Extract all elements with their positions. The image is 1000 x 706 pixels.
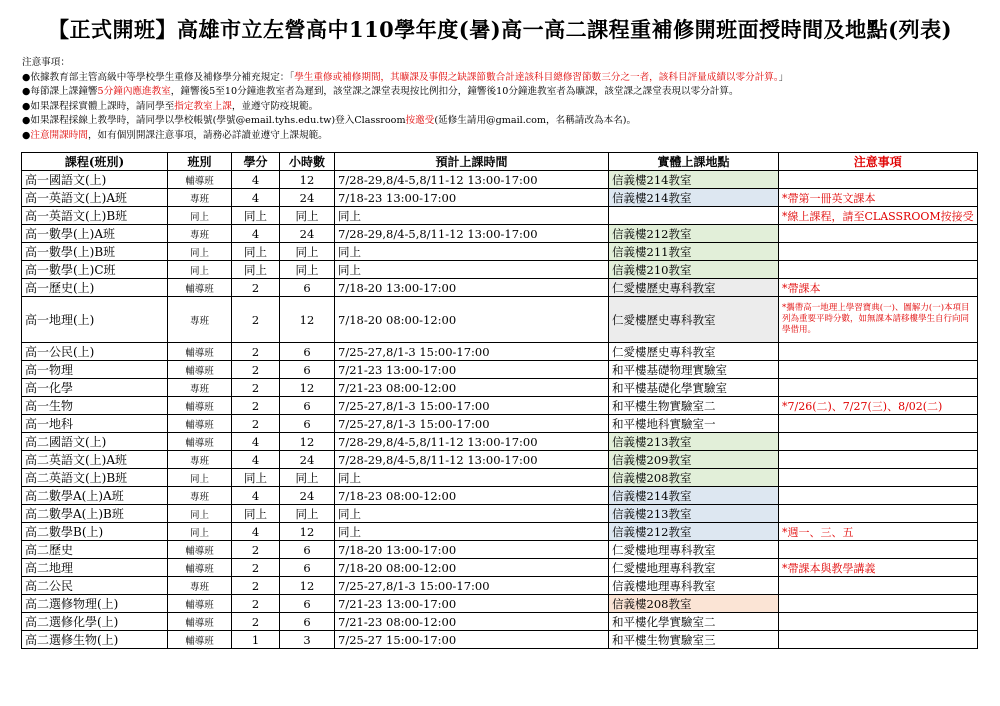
time-cell: 7/28-29,8/4-5,8/11-12 13:00-17:00 <box>335 171 609 189</box>
notes-cell <box>779 541 978 559</box>
class-type-cell: 輔導班 <box>168 415 232 433</box>
course-cell: 高二選修生物(上) <box>22 631 168 649</box>
location-cell: 和平樓基礎化學實驗室 <box>609 379 779 397</box>
table-row <box>22 505 978 523</box>
time-cell: 7/25-27,8/1-3 15:00-17:00 <box>335 397 609 415</box>
class-type-cell: 同上 <box>168 523 232 541</box>
note-text: ●如果課程採線上教學時，請同學以學校帳號(學號@email.tyhs.edu.tw)登入Classroom <box>22 115 406 127</box>
class-type-cell: 輔導班 <box>168 559 232 577</box>
notes-cell <box>779 613 978 631</box>
credit-cell: 4 <box>232 225 280 243</box>
table-row <box>22 243 978 261</box>
course-cell: 高一地科 <box>22 415 168 433</box>
time-cell: 同上 <box>335 207 609 225</box>
course-cell: 高一地理(上) <box>22 297 168 343</box>
table-row <box>22 225 978 243</box>
notes-cell: *攜帶高一地理上學習寶典(一)、圖解力(一)本項目列為重要平時分數，如無課本請移樓學生自行向同學借用。 <box>779 297 978 343</box>
hours-cell: 6 <box>280 541 335 559</box>
table-row <box>22 613 978 631</box>
note-text: ，並遵守防疫規範。 <box>231 100 319 112</box>
location-cell: 信義樓209教室 <box>609 451 779 469</box>
notes-cell <box>779 469 978 487</box>
hours-cell: 同上 <box>280 243 335 261</box>
credit-cell: 2 <box>232 577 280 595</box>
time-cell: 7/18-20 08:00-12:00 <box>335 559 609 577</box>
location-cell: 信義樓213教室 <box>609 505 779 523</box>
location-cell: 和平樓生物實驗室三 <box>609 631 779 649</box>
notes-cell <box>779 487 978 505</box>
notes-cell <box>779 171 978 189</box>
schedule-table <box>21 152 978 649</box>
time-cell: 7/18-20 13:00-17:00 <box>335 279 609 297</box>
course-cell: 高一數學(上)A班 <box>22 225 168 243</box>
notes-section <box>22 56 982 144</box>
note-text: ●每節課上課鐘響 <box>22 86 98 98</box>
note-text: ● <box>22 129 31 141</box>
location-cell: 信義樓214教室 <box>609 171 779 189</box>
note-text: ●依據教育部主管高級中等學校學生重修及補修學分補充規定：「 <box>22 71 295 83</box>
class-type-cell: 同上 <box>168 261 232 279</box>
note-emphasis: 按邀受 <box>405 115 435 127</box>
class-type-cell: 輔導班 <box>168 433 232 451</box>
header-course: 課程(班別) <box>22 153 168 171</box>
location-cell: 信義樓214教室 <box>609 487 779 505</box>
hours-cell: 12 <box>280 523 335 541</box>
header-credits: 學分 <box>232 153 280 171</box>
hours-cell: 6 <box>280 397 335 415</box>
course-cell: 高一公民(上) <box>22 343 168 361</box>
class-type-cell: 輔導班 <box>168 343 232 361</box>
location-cell: 和平樓化學實驗室二 <box>609 613 779 631</box>
header-notes: 注意事項 <box>779 153 978 171</box>
class-type-cell: 輔導班 <box>168 631 232 649</box>
credit-cell: 2 <box>232 613 280 631</box>
time-cell: 同上 <box>335 261 609 279</box>
notes-cell <box>779 343 978 361</box>
credit-cell: 1 <box>232 631 280 649</box>
location-cell: 仁愛樓歷史專科教室 <box>609 279 779 297</box>
table-row <box>22 415 978 433</box>
credit-cell: 4 <box>232 189 280 207</box>
credit-cell: 2 <box>232 415 280 433</box>
time-cell: 7/18-23 13:00-17:00 <box>335 189 609 207</box>
table-row <box>22 433 978 451</box>
time-cell: 7/21-23 13:00-17:00 <box>335 361 609 379</box>
credit-cell: 4 <box>232 171 280 189</box>
header-location: 實體上課地點 <box>609 153 779 171</box>
location-cell: 和平樓地科實驗室一 <box>609 415 779 433</box>
hours-cell: 12 <box>280 379 335 397</box>
credit-cell: 2 <box>232 541 280 559</box>
note-text: ，如有個別開課注意事項，請務必詳讀並遵守上課規範。 <box>87 129 328 141</box>
location-cell: 信義樓212教室 <box>609 523 779 541</box>
table-row <box>22 171 978 189</box>
class-type-cell: 專班 <box>168 297 232 343</box>
course-cell: 高二選修化學(上) <box>22 613 168 631</box>
course-cell: 高二公民 <box>22 577 168 595</box>
notes-cell <box>779 261 978 279</box>
class-type-cell: 專班 <box>168 451 232 469</box>
class-type-cell: 輔導班 <box>168 361 232 379</box>
hours-cell: 12 <box>280 433 335 451</box>
notes-cell <box>779 433 978 451</box>
credit-cell: 4 <box>232 433 280 451</box>
note-emphasis: 5分鐘內應進教室 <box>97 86 171 98</box>
notes-cell <box>779 595 978 613</box>
page-title: 【正式開班】高雄市立左營高中110學年度(暑)高一高二課程重補修開班面授時間及地點(列表) <box>47 17 953 42</box>
notes-cell <box>779 577 978 595</box>
course-cell: 高一國語文(上) <box>22 171 168 189</box>
table-row <box>22 487 978 505</box>
course-cell: 高一生物 <box>22 397 168 415</box>
time-cell: 7/18-20 08:00-12:00 <box>335 297 609 343</box>
hours-cell: 24 <box>280 451 335 469</box>
notes-cell <box>779 631 978 649</box>
note-line <box>22 114 982 129</box>
notes-cell <box>779 451 978 469</box>
credit-cell: 2 <box>232 297 280 343</box>
notes-cell: *7/26(二)、7/27(三)、8/02(二) <box>779 397 978 415</box>
location-cell: 信義樓214教室 <box>609 189 779 207</box>
notes-cell <box>779 361 978 379</box>
location-cell: 和平樓基礎物理實驗室 <box>609 361 779 379</box>
table-row <box>22 523 978 541</box>
hours-cell: 24 <box>280 487 335 505</box>
table-row <box>22 279 978 297</box>
course-cell: 高二選修物理(上) <box>22 595 168 613</box>
course-cell: 高一物理 <box>22 361 168 379</box>
course-cell: 高二英語文(上)B班 <box>22 469 168 487</box>
class-type-cell: 同上 <box>168 469 232 487</box>
table-row <box>22 469 978 487</box>
table-header-row <box>22 153 978 171</box>
table-row <box>22 577 978 595</box>
table-row <box>22 451 978 469</box>
note-text: (延修生請用@gmail.com，名稱請改為本名)。 <box>434 115 637 127</box>
location-cell: 仁愛樓地理專科教室 <box>609 541 779 559</box>
time-cell: 同上 <box>335 505 609 523</box>
time-cell: 7/21-23 13:00-17:00 <box>335 595 609 613</box>
credit-cell: 2 <box>232 279 280 297</box>
notes-cell <box>779 225 978 243</box>
note-line <box>22 85 982 100</box>
table-row <box>22 297 978 343</box>
notes-cell: *帶第一冊英文課本 <box>779 189 978 207</box>
course-cell: 高二數學A(上)A班 <box>22 487 168 505</box>
course-cell: 高一數學(上)C班 <box>22 261 168 279</box>
hours-cell: 3 <box>280 631 335 649</box>
time-cell: 7/25-27,8/1-3 15:00-17:00 <box>335 577 609 595</box>
location-cell: 信義樓地理專科教室 <box>609 577 779 595</box>
time-cell: 同上 <box>335 243 609 261</box>
table-row <box>22 379 978 397</box>
notes-cell: *線上課程，請至CLASSROOM按接受 <box>779 207 978 225</box>
hours-cell: 同上 <box>280 505 335 523</box>
class-type-cell: 同上 <box>168 505 232 523</box>
course-cell: 高一歷史(上) <box>22 279 168 297</box>
course-cell: 高二數學A(上)B班 <box>22 505 168 523</box>
location-cell: 信義樓211教室 <box>609 243 779 261</box>
credit-cell: 同上 <box>232 261 280 279</box>
hours-cell: 同上 <box>280 469 335 487</box>
time-cell: 7/18-20 13:00-17:00 <box>335 541 609 559</box>
hours-cell: 同上 <box>280 207 335 225</box>
credit-cell: 同上 <box>232 243 280 261</box>
class-type-cell: 輔導班 <box>168 541 232 559</box>
class-type-cell: 輔導班 <box>168 613 232 631</box>
location-cell: 信義樓208教室 <box>609 595 779 613</box>
time-cell: 7/21-23 08:00-12:00 <box>335 613 609 631</box>
header-class-type: 班別 <box>168 153 232 171</box>
notes-cell: *帶課本 <box>779 279 978 297</box>
table-body <box>22 171 978 649</box>
credit-cell: 同上 <box>232 505 280 523</box>
note-line <box>22 100 982 115</box>
notes-cell <box>779 415 978 433</box>
header-hours: 小時數 <box>280 153 335 171</box>
location-cell: 信義樓213教室 <box>609 433 779 451</box>
class-type-cell: 輔導班 <box>168 279 232 297</box>
hours-cell: 6 <box>280 415 335 433</box>
table-row <box>22 541 978 559</box>
table-row <box>22 207 978 225</box>
table-row <box>22 559 978 577</box>
credit-cell: 2 <box>232 343 280 361</box>
credit-cell: 4 <box>232 487 280 505</box>
location-cell: 仁愛樓歷史專科教室 <box>609 297 779 343</box>
table-row <box>22 343 978 361</box>
credit-cell: 2 <box>232 379 280 397</box>
course-cell: 高二英語文(上)A班 <box>22 451 168 469</box>
note-emphasis: 學生重修或補修期間，其曠課及事假之缺課節數合計達該科目總修習節數三分之一者，該科目評量成績以零分計算。 <box>294 71 779 83</box>
class-type-cell: 輔導班 <box>168 171 232 189</box>
course-cell: 高一英語文(上)A班 <box>22 189 168 207</box>
notes-cell <box>779 379 978 397</box>
notes-lines <box>22 71 982 144</box>
hours-cell: 6 <box>280 361 335 379</box>
credit-cell: 2 <box>232 559 280 577</box>
note-text: ，鐘響後5至10分鐘進教室者為遲到，該堂課之課堂表現按比例扣分，鐘響後10分鐘進教室者為曠課，該堂課之課堂表現以零分計算。 <box>170 86 739 98</box>
credit-cell: 2 <box>232 397 280 415</box>
time-cell: 7/21-23 08:00-12:00 <box>335 379 609 397</box>
hours-cell: 12 <box>280 297 335 343</box>
notes-cell <box>779 505 978 523</box>
credit-cell: 同上 <box>232 207 280 225</box>
table-row <box>22 261 978 279</box>
hours-cell: 6 <box>280 595 335 613</box>
class-type-cell: 專班 <box>168 379 232 397</box>
location-cell: 仁愛樓地理專科教室 <box>609 559 779 577</box>
location-cell: 和平樓生物實驗室二 <box>609 397 779 415</box>
credit-cell: 2 <box>232 361 280 379</box>
note-text: ●如果課程採實體上課時，請同學至 <box>22 100 175 112</box>
note-text: 」 <box>778 71 789 83</box>
time-cell: 7/25-27 15:00-17:00 <box>335 631 609 649</box>
course-cell: 高一數學(上)B班 <box>22 243 168 261</box>
table-row <box>22 397 978 415</box>
class-type-cell: 專班 <box>168 577 232 595</box>
location-cell: 仁愛樓歷史專科教室 <box>609 343 779 361</box>
location-cell: 信義樓210教室 <box>609 261 779 279</box>
hours-cell: 6 <box>280 613 335 631</box>
hours-cell: 6 <box>280 343 335 361</box>
hours-cell: 24 <box>280 189 335 207</box>
class-type-cell: 輔導班 <box>168 595 232 613</box>
hours-cell: 12 <box>280 577 335 595</box>
class-type-cell: 專班 <box>168 225 232 243</box>
course-cell: 高二地理 <box>22 559 168 577</box>
header-time: 預計上課時間 <box>335 153 609 171</box>
location-cell <box>609 207 779 225</box>
table-row <box>22 595 978 613</box>
notes-cell <box>779 243 978 261</box>
time-cell: 同上 <box>335 469 609 487</box>
note-emphasis: 注意開課時間 <box>30 129 88 141</box>
time-cell: 7/28-29,8/4-5,8/11-12 13:00-17:00 <box>335 225 609 243</box>
time-cell: 同上 <box>335 523 609 541</box>
note-line <box>22 129 982 144</box>
time-cell: 7/25-27,8/1-3 15:00-17:00 <box>335 415 609 433</box>
course-cell: 高一英語文(上)B班 <box>22 207 168 225</box>
note-line <box>22 71 982 86</box>
class-type-cell: 同上 <box>168 207 232 225</box>
note-emphasis: 指定教室上課 <box>174 100 232 112</box>
course-cell: 高二歷史 <box>22 541 168 559</box>
location-cell: 信義樓212教室 <box>609 225 779 243</box>
location-cell: 信義樓208教室 <box>609 469 779 487</box>
credit-cell: 2 <box>232 595 280 613</box>
hours-cell: 6 <box>280 279 335 297</box>
hours-cell: 12 <box>280 171 335 189</box>
hours-cell: 同上 <box>280 261 335 279</box>
course-cell: 高一化學 <box>22 379 168 397</box>
course-cell: 高二國語文(上) <box>22 433 168 451</box>
table-row <box>22 189 978 207</box>
time-cell: 7/28-29,8/4-5,8/11-12 13:00-17:00 <box>335 433 609 451</box>
notes-cell: *帶課本與教學講義 <box>779 559 978 577</box>
hours-cell: 24 <box>280 225 335 243</box>
hours-cell: 6 <box>280 559 335 577</box>
class-type-cell: 同上 <box>168 243 232 261</box>
notes-heading: 注意事項： <box>22 57 70 68</box>
class-type-cell: 專班 <box>168 189 232 207</box>
table-row <box>22 631 978 649</box>
time-cell: 7/28-29,8/4-5,8/11-12 13:00-17:00 <box>335 451 609 469</box>
notes-cell: *週一、三、五 <box>779 523 978 541</box>
time-cell: 7/18-23 08:00-12:00 <box>335 487 609 505</box>
table-row <box>22 361 978 379</box>
credit-cell: 4 <box>232 523 280 541</box>
course-cell: 高二數學B(上) <box>22 523 168 541</box>
time-cell: 7/25-27,8/1-3 15:00-17:00 <box>335 343 609 361</box>
class-type-cell: 輔導班 <box>168 397 232 415</box>
class-type-cell: 專班 <box>168 487 232 505</box>
credit-cell: 同上 <box>232 469 280 487</box>
credit-cell: 4 <box>232 451 280 469</box>
